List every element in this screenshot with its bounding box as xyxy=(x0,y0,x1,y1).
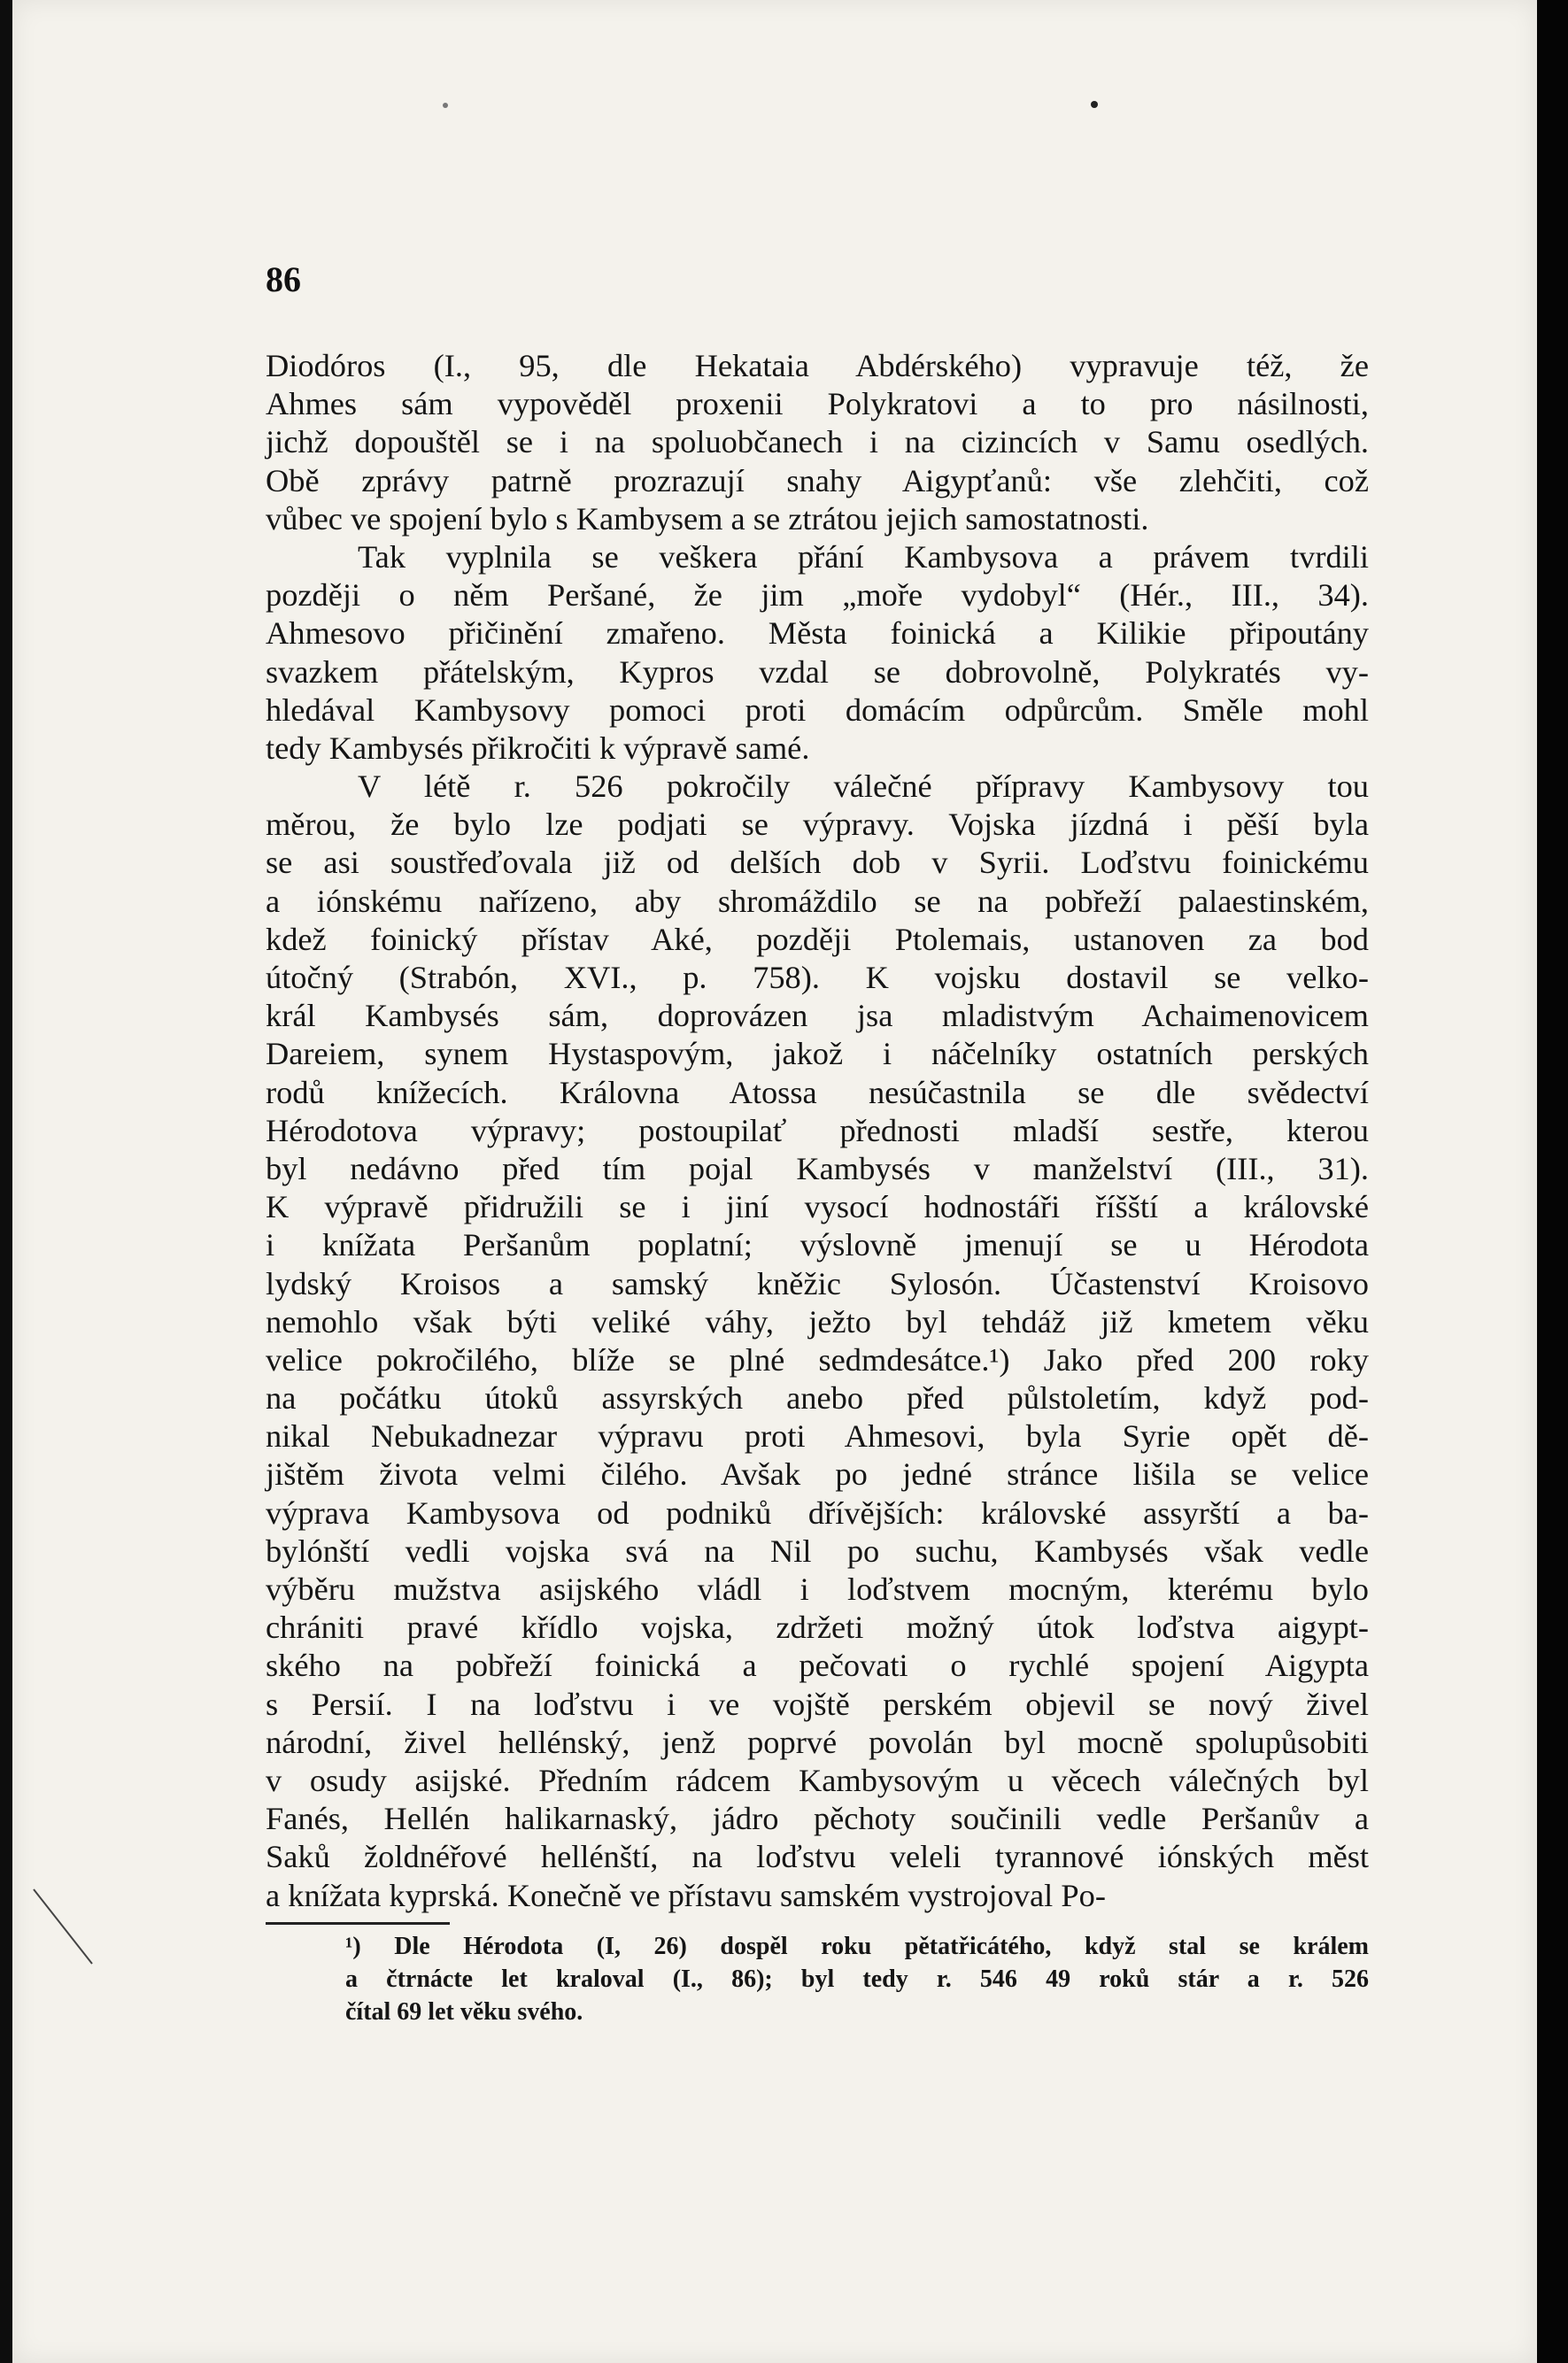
footnote-line: a čtrnácte let kraloval (I., 86); byl tedy r. 546 49 roků stár a r. 526 xyxy=(345,1965,1369,1993)
text-line: s Persií. I na loďstvu i ve vojště perském objevil se nový živel xyxy=(266,1686,1369,1722)
text-line: i knížata Peršanům poplatní; výslovně jmenují se u Hérodota xyxy=(266,1227,1369,1263)
ink-speck xyxy=(1091,101,1098,108)
text-line: jištěm života velmi čilého. Avšak po jedné stránce lišila se velice xyxy=(266,1456,1369,1493)
text-line: Dareiem, synem Hystaspovým, jakož i náčelníky ostatních perských xyxy=(266,1036,1369,1072)
text-line: vůbec ve spojení bylo s Kambysem a se ztrátou jejich samostatnosti. xyxy=(266,500,1149,537)
text-line: jichž dopouštěl se i na spoluobčanech i na cizincích v Samu osedlých. xyxy=(266,424,1369,460)
footnote-line: čítal 69 let věku svého. xyxy=(345,1998,583,2026)
text-line: výprava Kambysova od podniků dřívějších: královské assyrští a ba- xyxy=(266,1494,1369,1531)
text-line: výběru mužstva asijského vládl i loďstvem mocným, kterému bylo xyxy=(266,1571,1369,1607)
text-line: hledával Kambysovy pomoci proti domácím odpůrcům. Směle mohl xyxy=(266,691,1369,728)
footnote xyxy=(266,1930,1369,2028)
text-line: se asi soustřeďovala již od delších dob v Syrii. Loďstvu foinickému xyxy=(266,845,1369,881)
text-line: nemohlo však býti veliké váhy, ježto byl tehdáž již kmetem věku xyxy=(266,1303,1369,1340)
text-line: Ahmesovo přičinění zmařeno. Města foinická a Kilikie připoutány xyxy=(266,615,1369,652)
page-number: 86 xyxy=(266,259,301,299)
text-line: K výpravě přidružili se i jiní vysocí hodnostáři říšští a královské xyxy=(266,1189,1369,1225)
text-line: a knížata kyprská. Konečně ve přístavu samském vystrojoval Po- xyxy=(266,1877,1106,1913)
text-line: a iónskému nařízeno, aby shromáždilo se na pobřeží palaestinském, xyxy=(266,883,1369,919)
text-line: rodů knížecích. Královna Atossa nesúčastnila se dle svědectví xyxy=(266,1074,1369,1110)
text-line: kdež foinický přístav Aké, později Ptolemais, ustanoven za bod xyxy=(266,921,1369,957)
text-line: bylónští vedli vojska svá na Nil po suchu, Kambysés však vedle xyxy=(266,1533,1369,1569)
text-line: Saků žoldnéřové hellénští, na loďstvu veleli tyrannové iónských měst xyxy=(266,1839,1369,1875)
scan-edge xyxy=(1537,0,1568,2363)
text-line: Fanés, Hellén halikarnaský, jádro pěchoty součinili vedle Peršanův a xyxy=(266,1801,1369,1837)
text-line: tedy Kambysés přikročiti k výpravě samé. xyxy=(266,730,810,766)
text-line: měrou, že bylo lze podjati se výpravy. Vojska jízdná i pěší byla xyxy=(266,807,1369,843)
text-line: v osudy asijské. Předním rádcem Kambysovým u věcech válečných byl xyxy=(266,1762,1369,1798)
body-text xyxy=(266,347,1369,1915)
text-line: byl nedávno před tím pojal Kambysés v manželství (III., 31). xyxy=(266,1150,1369,1186)
ink-speck xyxy=(443,103,448,108)
text-line: V létě r. 526 pokročily válečné přípravy Kambysovy tou xyxy=(358,768,1369,805)
text-line: později o něm Peršané, že jim „moře vydobyl“ (Hér., III., 34). xyxy=(266,577,1369,614)
text-line: svazkem přátelským, Kypros vzdal se dobrovolně, Polykratés vy- xyxy=(266,653,1369,690)
text-line: ského na pobřeží foinická a pečovati o rychlé spojení Aigypta xyxy=(266,1648,1369,1684)
footnote-line: ¹) Dle Hérodota (I, 26) dospěl roku pětatřicátého, když stal se králem xyxy=(345,1933,1369,1960)
text-line: král Kambysés sám, doprovázen jsa mladistvým Achaimenovicem xyxy=(266,998,1369,1034)
text-line: Diodóros (I., 95, dle Hekataia Abdérského) vypravuje též, že xyxy=(266,348,1369,383)
text-line: útočný (Strabón, XVI., p. 758). K vojsku dostavil se velko- xyxy=(266,960,1369,995)
text-line: nikal Nebukadnezar výpravu proti Ahmesovi, byla Syrie opět dě- xyxy=(266,1418,1369,1455)
text-line: chrániti pravé křídlo vojska, zdržeti možný útok loďstva aigypt- xyxy=(266,1610,1369,1646)
text-line: národní, živel hellénský, jenž poprvé povolán byl mocně spolupůsobiti xyxy=(266,1724,1369,1760)
margin-pencil-mark xyxy=(0,1877,133,2010)
text-line: lydský Kroisos a samský kněžic Sylosón. Účastenství Kroisovo xyxy=(266,1265,1369,1301)
text-line: Obě zprávy patrně prozrazují snahy Aigypťanů: vše zlehčiti, což xyxy=(266,462,1369,498)
footnote-rule xyxy=(266,1922,450,1925)
text-line: Tak vyplnila se veškera přání Kambysova a právem tvrdili xyxy=(358,538,1369,575)
text-line: velice pokročilého, blíže se plné sedmdesátce.¹) Jako před 200 roky xyxy=(266,1341,1369,1378)
text-line: Hérodotova výpravy; postoupilať přednosti mladší sestře, kterou xyxy=(266,1112,1369,1148)
text-line: na počátku útoků assyrských anebo před půlstoletím, když pod- xyxy=(266,1380,1369,1417)
text-line: Ahmes sám vypověděl proxenii Polykratovi a to pro násilnosti, xyxy=(266,386,1369,422)
